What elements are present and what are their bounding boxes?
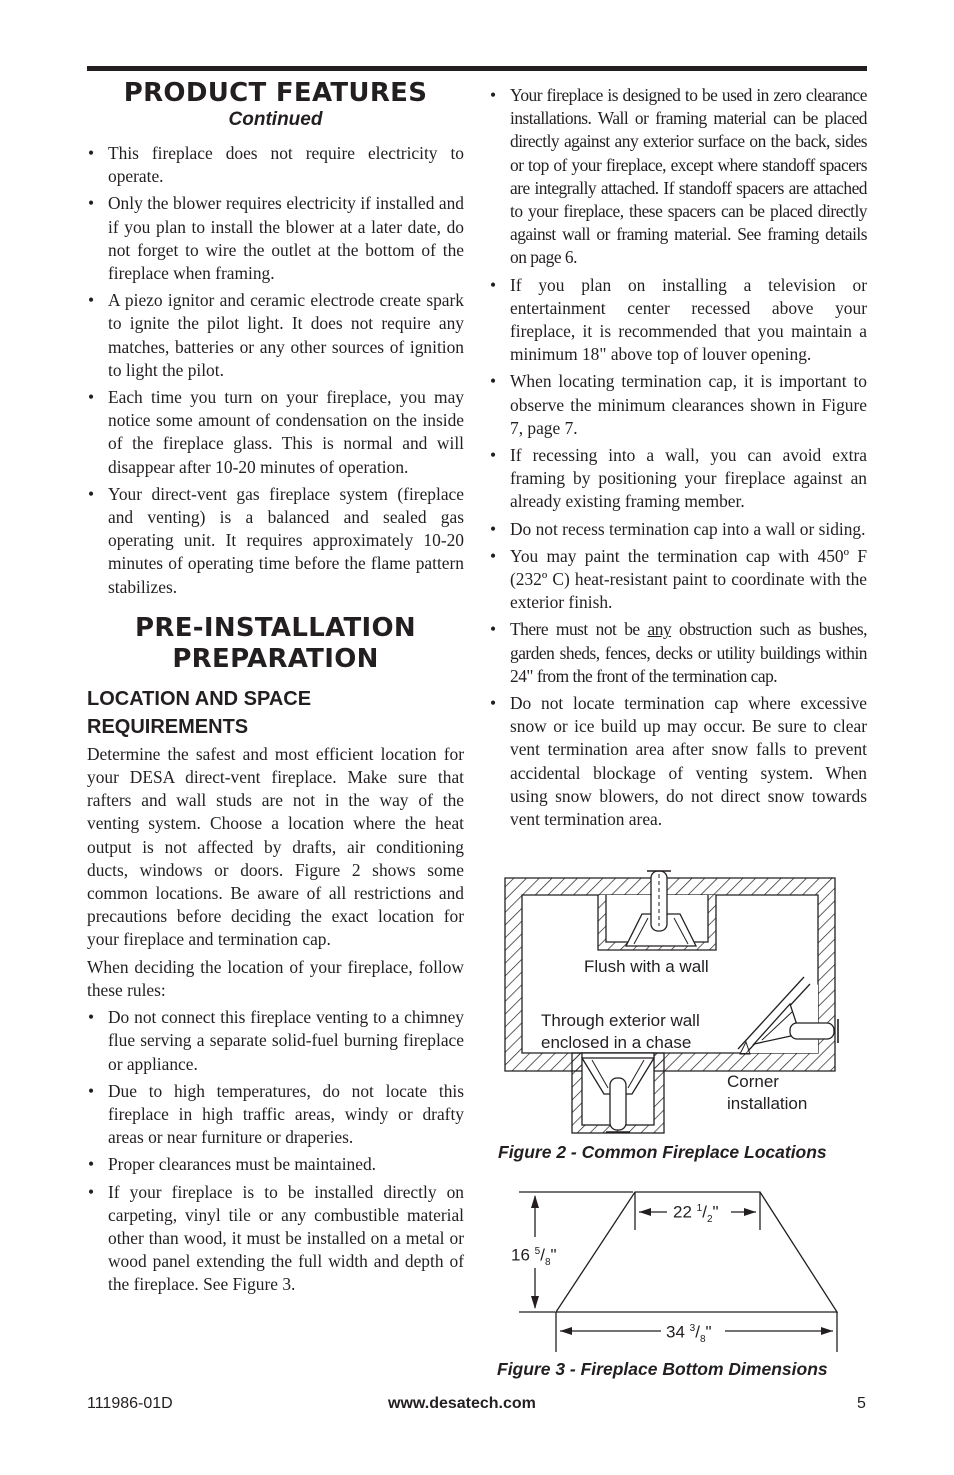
list-item: • Each time you turn on your fireplace, you may notice some amount of condensation on the inside of the fireplace glass. This is normal and will disappear after 10-20 minutes of operation. bbox=[87, 386, 464, 479]
feature-list bbox=[87, 142, 464, 599]
installation-list bbox=[489, 84, 867, 831]
product-features-title: PRODUCT FEATURES bbox=[123, 78, 428, 108]
location-space-heading bbox=[87, 685, 464, 741]
location-paragraph: Determine the safest and most efficient location for your DESA direct-vent fireplace. Make sure that rafters and wall studs are not in the way of the venting system. Choose a location where the heat output is not affected by drafts, air conditioning ducts, windows or doors. Figure 2 shows some common locations. Be aware of all restrictions and precautions before deciding the exact location for your fireplace and termination cap. bbox=[87, 743, 464, 950]
list-item: • When locating termination cap, it is important to observe the minimum clearances shown in Figure 7, page 7. bbox=[489, 370, 867, 440]
rules-intro-paragraph: When deciding the location of your fireplace, follow these rules: bbox=[87, 956, 464, 1000]
arrow-head bbox=[531, 1195, 539, 1208]
list-item: • If you plan on installing a television or entertainment center recessed above your fireplace, it is recommended that you maintain a minimum 18" above top of louver opening. bbox=[489, 274, 867, 367]
list-item-obstruction bbox=[489, 618, 867, 688]
section-title-line-2: PREPARATION bbox=[172, 643, 379, 674]
arrow-head bbox=[639, 1208, 651, 1216]
list-item: • A piezo ignitor and ceramic electrode create spark to ignite the pilot light. It does not require any matches, batteries or any other sources of ignition to light the pilot. bbox=[87, 289, 464, 382]
arrow-head bbox=[560, 1327, 572, 1335]
left-column bbox=[87, 78, 464, 1301]
right-column bbox=[489, 84, 867, 835]
document-number: 111986-01D bbox=[87, 1395, 173, 1412]
corner-label bbox=[727, 1071, 807, 1115]
arrow-head bbox=[744, 1208, 756, 1216]
website-link[interactable]: www.desatech.com bbox=[388, 1395, 536, 1412]
chase-unit bbox=[572, 1053, 664, 1133]
page-number: 5 bbox=[857, 1395, 866, 1412]
list-item: • If your fireplace is to be installed directly on carpeting, vinyl tile or any combustible material other than wood, it must be installed on a metal or wood panel extending the full width and depth of the fireplace. See Figure 3. bbox=[87, 1181, 464, 1297]
height-dimension: 16 $^5/_8$" bbox=[511, 1245, 557, 1269]
chase-label-line-2: enclosed in a chase bbox=[541, 1033, 692, 1052]
list-item: • Your fireplace is designed to be used in zero clearance installations. Wall or framing material can be placed directly against any exterior surface on the back, sides or top of your fireplace, except where standoff spacers are integrally attached. If standoff spacers are attached to your fireplace, these spacers can be placed directly against wall or framing material. See framing details on page 6. bbox=[489, 84, 867, 270]
chase-label bbox=[541, 1010, 700, 1054]
list-item: • Proper clearances must be maintained. bbox=[87, 1153, 464, 1176]
continued-subtitle: Continued bbox=[228, 109, 323, 130]
list-item: • If recessing into a wall, you can avoid extra framing by positioning your fireplace against an already existing framing member. bbox=[489, 444, 867, 514]
corner-label-line-1: Corner bbox=[727, 1072, 779, 1091]
header-rule bbox=[87, 66, 867, 71]
list-item: • You may paint the termination cap with 450º F (232º C) heat-resistant paint to coordinate with the exterior finish. bbox=[489, 545, 867, 615]
list-item: • Do not connect this fireplace venting to a chimney flue serving a separate solid-fuel burning fireplace or appliance. bbox=[87, 1006, 464, 1076]
obstruction-text-post: obstruction such as bushes, garden sheds, fences, decks or utility buildings within 24" from the front of the termination cap. bbox=[510, 619, 867, 686]
list-item: • Your direct-vent gas fireplace system (fireplace and venting) is a balanced and sealed gas operating unit. It requires approximately 10-20 minutes of operating time before the flame pattern stabilizes. bbox=[87, 483, 464, 599]
bottom-width-dimension: 34 $^3/_8$" bbox=[666, 1322, 712, 1346]
top-width-dimension: 22 $^1/_2$" bbox=[673, 1202, 719, 1226]
corner-label-line-2: installation bbox=[727, 1094, 808, 1113]
arrow-head bbox=[531, 1296, 539, 1309]
chase-label-line-1: Through exterior wall bbox=[541, 1011, 700, 1030]
figure-2 bbox=[500, 866, 840, 1138]
pre-installation-title bbox=[87, 613, 464, 675]
subheading-line-2: REQUIREMENTS bbox=[87, 715, 249, 738]
rules-list bbox=[87, 1006, 464, 1296]
obstruction-emphasis: any bbox=[647, 619, 672, 640]
list-item: • Only the blower requires electricity if installed and if you plan to install the blower at a later date, do not forget to wire the outlet at the bottom of the fireplace when framing. bbox=[87, 192, 464, 285]
obstruction-text-pre: There must not be bbox=[510, 619, 648, 640]
arrow-head bbox=[821, 1327, 833, 1335]
figure-2-caption: Figure 2 - Common Fireplace Locations bbox=[498, 1142, 827, 1162]
list-item: • This fireplace does not require electricity to operate. bbox=[87, 142, 464, 188]
figure-3 bbox=[505, 1182, 845, 1357]
flush-wall-label: Flush with a wall bbox=[584, 957, 709, 976]
list-item: • Do not recess termination cap into a wall or siding. bbox=[489, 518, 867, 541]
list-item: • Do not locate termination cap where excessive snow or ice build up may occur. Be sure to clear vent termination area after snow falls to prevent accidental blockage of venting system. When using snow blowers, do not direct snow towards vent termination area. bbox=[489, 692, 867, 831]
subheading-line-1: LOCATION AND SPACE bbox=[87, 687, 312, 710]
figure-3-caption: Figure 3 - Fireplace Bottom Dimensions bbox=[497, 1359, 828, 1379]
list-item: • Due to high temperatures, do not locate this fireplace in high traffic areas, windy or drafty areas or near furniture or draperies. bbox=[87, 1080, 464, 1150]
section-title-line-1: PRE-INSTALLATION bbox=[135, 612, 416, 643]
